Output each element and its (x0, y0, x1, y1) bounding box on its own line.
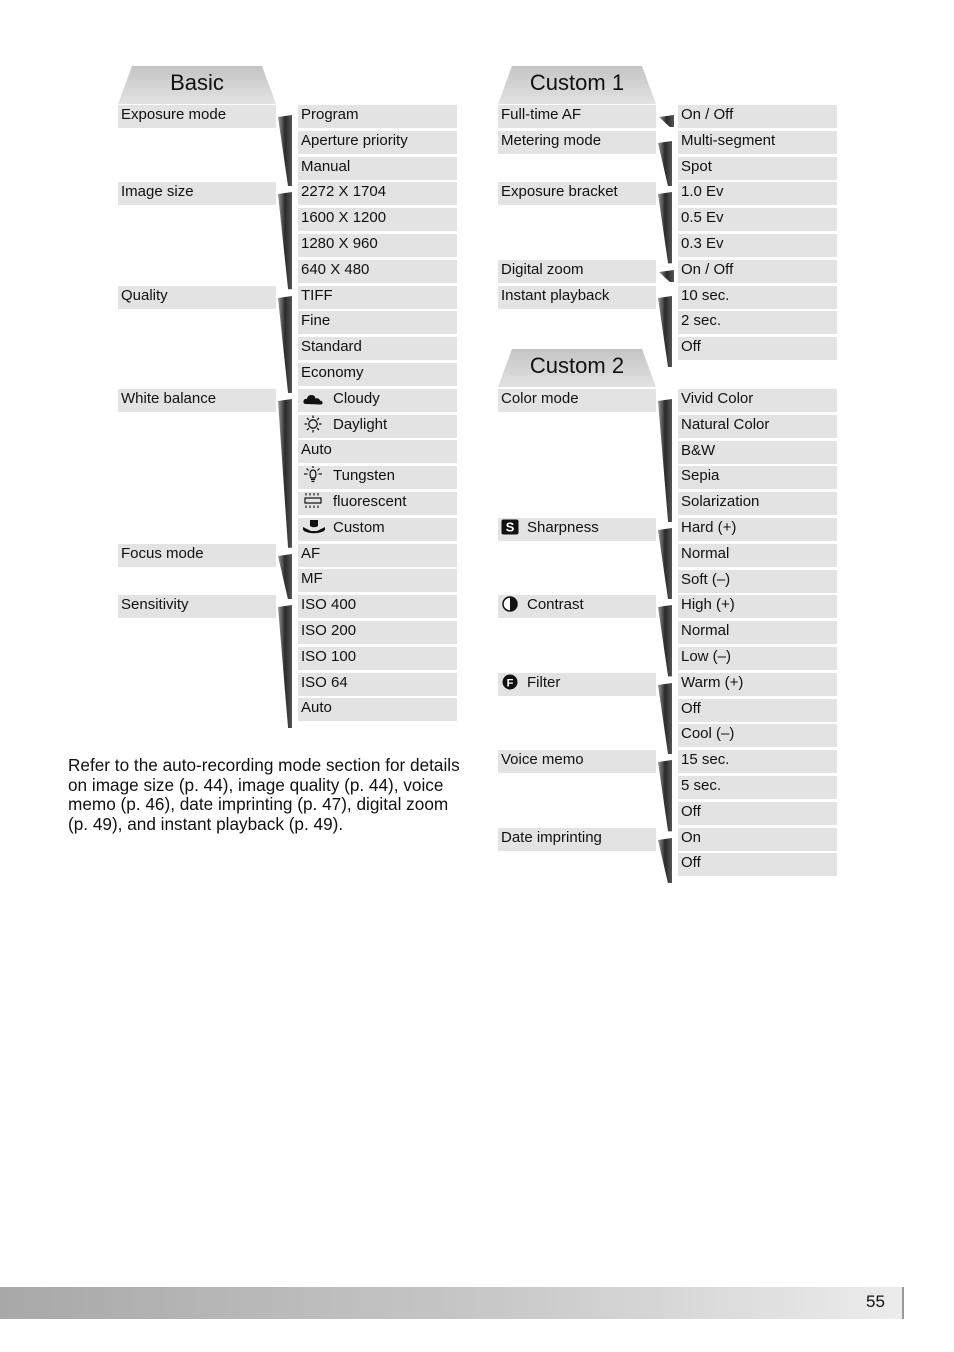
bracket-wedge (278, 192, 292, 289)
option-fine (298, 311, 457, 334)
setting-label: Quality (121, 286, 168, 304)
option-label: On (681, 828, 702, 846)
setting-metering-mode (498, 131, 656, 154)
option-label: AF (301, 544, 321, 562)
option-aperture-priority (298, 131, 457, 154)
option-mf (298, 569, 457, 592)
setting-instant-playback (498, 286, 656, 309)
bracket-wedge (658, 192, 672, 263)
setting-color-mode (498, 389, 656, 412)
setting-date-imprinting (498, 828, 656, 851)
option-2272-x-1704 (298, 182, 457, 205)
option-label: 15 sec. (681, 751, 730, 769)
option-label: ISO 200 (301, 622, 357, 639)
setting-image-size (118, 182, 276, 205)
option-warm (678, 673, 837, 696)
setting-filter (498, 673, 656, 696)
option-label: Sepia (681, 467, 720, 485)
option-cool (678, 724, 837, 747)
option-cloudy (298, 389, 457, 412)
option-normal (678, 621, 837, 644)
bracket-wedge (658, 605, 672, 676)
setting-label: Contrast (527, 596, 584, 614)
bracket-wedge (278, 296, 292, 393)
option-auto (298, 698, 457, 721)
setting-label: Metering mode (501, 131, 602, 149)
bracket-wedge (658, 760, 672, 831)
sharpness-icon (501, 519, 519, 535)
bracket-wedge (658, 141, 672, 187)
option-daylight (298, 415, 457, 438)
option-multi-segment (678, 131, 837, 154)
option-15-sec (678, 750, 837, 773)
option-label: Economy (301, 364, 364, 381)
daylight-icon (302, 415, 324, 433)
option-label: Custom (333, 518, 385, 536)
option-label: Off (681, 699, 701, 717)
fluorescent-icon (302, 492, 324, 510)
setting-label: Instant playback (501, 286, 610, 304)
option-af (298, 544, 457, 567)
option-program (298, 105, 457, 128)
option-label: Vivid Color (681, 390, 754, 407)
option-1600-x-1200 (298, 208, 457, 231)
option-label: On / Off (681, 106, 734, 123)
option-economy (298, 363, 457, 386)
option-label: Manual (301, 157, 351, 175)
option-label: Cloudy (333, 389, 380, 407)
cloudy-icon (302, 389, 324, 407)
setting-label: Focus mode (121, 544, 204, 562)
option-10-sec (678, 286, 837, 309)
option-label: High (+) (681, 596, 735, 614)
setting-label: Digital zoom (501, 260, 584, 278)
option-label: ISO 100 (301, 647, 357, 665)
setting-label: Sensitivity (121, 596, 189, 614)
contrast-icon (501, 596, 519, 612)
option-label: 1.0 Ev (681, 183, 724, 201)
option-label: B&W (681, 441, 716, 459)
option-label: Natural Color (681, 415, 770, 433)
section-title: Custom 1 (529, 70, 625, 95)
option-label: Aperture priority (301, 131, 408, 149)
option-iso-400 (298, 595, 457, 618)
tab-basic (118, 66, 276, 104)
option-off (678, 699, 837, 722)
option-label: Normal (681, 622, 730, 640)
option-label: Warm (+) (681, 673, 744, 691)
option-label: Daylight (333, 415, 388, 433)
custom-wb-icon (302, 518, 324, 536)
setting-label: Sharpness (527, 519, 599, 536)
option-fluorescent (298, 492, 457, 515)
option-label: 2272 X 1704 (301, 183, 387, 201)
bracket-wedge (658, 683, 672, 754)
bracket-wedge (659, 270, 674, 282)
bracket-wedge (658, 296, 672, 367)
option-sepia (678, 466, 837, 489)
option-low (678, 647, 837, 670)
option-tungsten (298, 466, 457, 489)
option-soft (678, 570, 837, 593)
option-label: Normal (681, 544, 730, 562)
option-label: Hard (+) (681, 519, 737, 536)
option-natural-color (678, 415, 837, 438)
option-5-sec (678, 776, 837, 799)
option-spot (678, 157, 837, 180)
option-label: 1600 X 1200 (301, 209, 387, 227)
option-auto (298, 440, 457, 463)
option-label: On / Off (681, 260, 734, 278)
reference-note: Refer to the auto-recording mode section for details on image size (p. 44), image quality (p. 44), voice memo (p. 46), date imprinting (p. 47), digital zoom (p. 49), and instant playback (p. 49). (68, 755, 460, 834)
option-label: TIFF (301, 286, 333, 304)
tab-custom-2 (498, 349, 656, 387)
option-on-off (678, 260, 837, 283)
section-title: Basic (170, 70, 224, 95)
footer-bar (0, 1287, 902, 1319)
setting-label: Date imprinting (501, 828, 602, 846)
bracket-wedge (278, 399, 292, 548)
option-1-0-ev (678, 182, 837, 205)
bracket-wedge (278, 605, 292, 728)
option-normal (678, 544, 837, 567)
bracket-wedge (278, 554, 292, 600)
option-solarization (678, 492, 837, 515)
option-0-3-ev (678, 234, 837, 257)
setting-white-balance (118, 389, 276, 412)
tungsten-icon (302, 466, 324, 484)
tab-custom-1 (498, 66, 656, 104)
option-vivid-color (678, 389, 837, 412)
option-label: Standard (301, 338, 362, 356)
setting-exposure-bracket (498, 182, 656, 205)
setting-label: Full-time AF (501, 106, 582, 123)
option-high (678, 595, 837, 618)
option-label: ISO 400 (301, 596, 357, 614)
option-label: fluorescent (333, 493, 407, 510)
option-standard (298, 337, 457, 360)
option-label: Solarization (681, 493, 760, 511)
option-label: MF (301, 570, 323, 588)
option-label: Multi-segment (681, 131, 776, 149)
footer-divider (902, 1287, 904, 1319)
option-label: Program (301, 106, 359, 123)
option-0-5-ev (678, 208, 837, 231)
option-label: ISO 64 (301, 673, 348, 691)
bracket-wedge (658, 528, 672, 599)
bracket-wedge (278, 115, 292, 186)
option-label: 2 sec. (681, 312, 722, 330)
option-off (678, 337, 837, 360)
option-label: Soft (–) (681, 570, 731, 588)
option-label: 0.5 Ev (681, 209, 724, 227)
option-on (678, 828, 837, 851)
setting-digital-zoom (498, 260, 656, 283)
option-label: 1280 X 960 (301, 235, 378, 252)
setting-focus-mode (118, 544, 276, 567)
option-1280-x-960 (298, 234, 457, 257)
option-iso-64 (298, 673, 457, 696)
setting-label: Color mode (501, 390, 579, 407)
option-iso-100 (298, 647, 457, 670)
option-label: Cool (–) (681, 725, 735, 743)
section-title: Custom 2 (529, 353, 625, 378)
setting-full-time-af (498, 105, 656, 128)
svg-text:S: S (505, 519, 515, 535)
option-label: Off (681, 802, 701, 820)
option-custom (298, 518, 457, 541)
option-iso-200 (298, 621, 457, 644)
setting-sharpness (498, 518, 656, 541)
setting-label: Exposure mode (121, 106, 227, 123)
setting-contrast (498, 595, 656, 618)
option-off (678, 853, 837, 876)
option-label: Fine (301, 312, 331, 330)
option-tiff (298, 286, 457, 309)
option-hard (678, 518, 837, 541)
setting-sensitivity (118, 595, 276, 618)
option-manual (298, 157, 457, 180)
option-on-off (678, 105, 837, 128)
setting-label: Filter (527, 673, 561, 691)
option-label: Low (–) (681, 648, 732, 665)
setting-label: Voice memo (501, 751, 584, 769)
option-label: Auto (301, 699, 332, 717)
option-bandw (678, 441, 837, 464)
setting-label: Image size (121, 183, 194, 201)
option-label: Spot (681, 157, 712, 175)
option-label: Off (681, 338, 701, 356)
option-label: 5 sec. (681, 777, 722, 794)
setting-quality (118, 286, 276, 309)
option-label: 10 sec. (681, 286, 730, 304)
setting-label: White balance (121, 389, 217, 407)
setting-voice-memo (498, 750, 656, 773)
option-label: Tungsten (333, 467, 395, 485)
bracket-wedge (658, 399, 672, 522)
svg-text:F: F (506, 677, 514, 690)
option-label: Off (681, 854, 701, 872)
option-label: 0.3 Ev (681, 235, 724, 252)
setting-exposure-mode (118, 105, 276, 128)
option-640-x-480 (298, 260, 457, 283)
filter-icon (501, 674, 519, 690)
option-2-sec (678, 311, 837, 334)
bracket-wedge (658, 838, 672, 884)
option-label: 640 X 480 (301, 260, 370, 278)
option-label: Auto (301, 441, 332, 459)
page-number: 55 (866, 1292, 885, 1311)
option-off (678, 802, 837, 825)
setting-label: Exposure bracket (501, 183, 618, 201)
bracket-wedge (659, 115, 674, 127)
